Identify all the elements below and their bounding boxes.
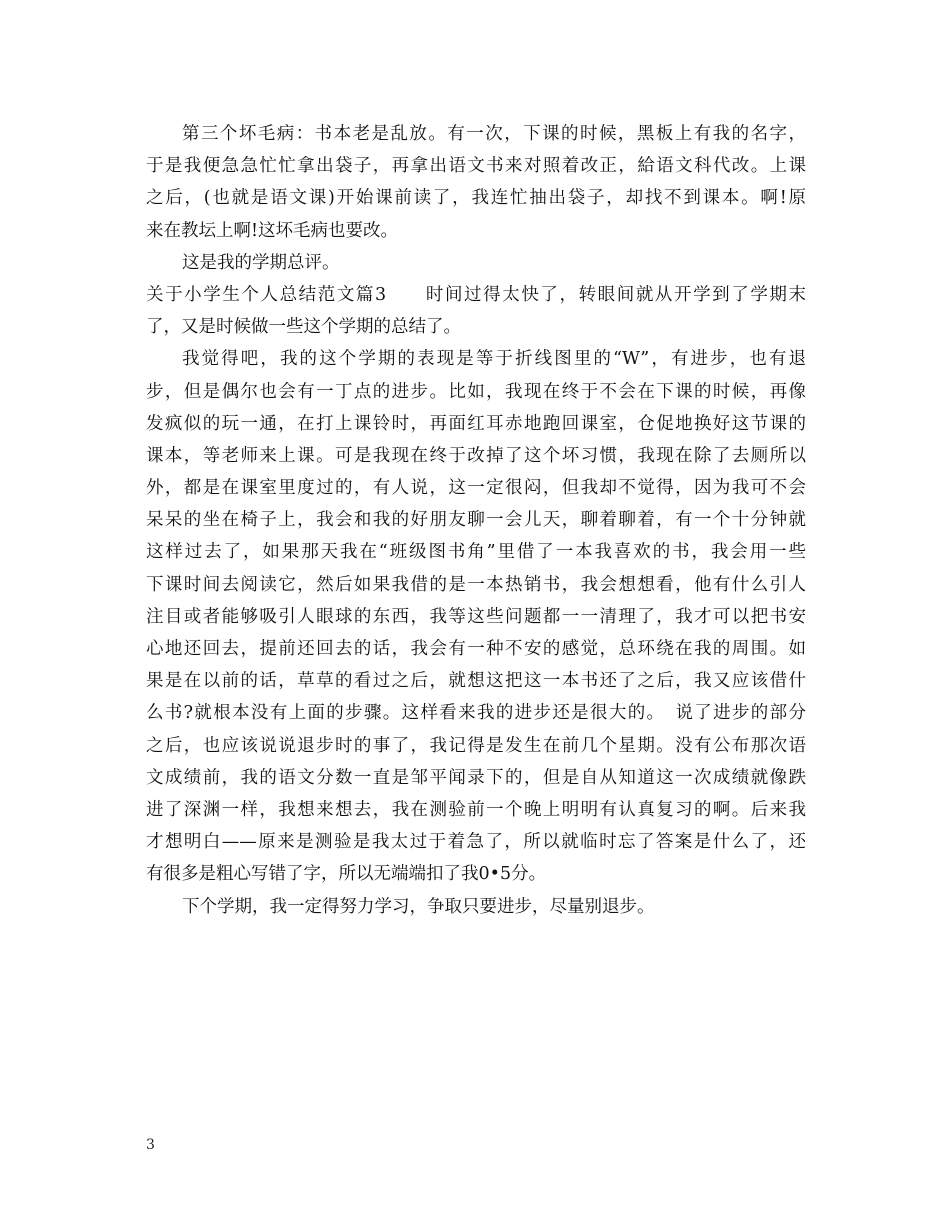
paragraph-line: 我觉得吧，我的这个学期的表现是等于折线图里的“W”，有进步，也有退	[182, 349, 806, 370]
paragraph-line: 下个学期，我一定得努力学习，争取只要进步，尽量别退步。	[182, 896, 655, 917]
paragraph-line: 第三个坏毛病：书本老是乱放。有一次，下课的时候，黑板上有我的名字，	[182, 124, 806, 144]
paragraph-line: 有很多是粗心写错了字，所以无端端扣了我0•5分。	[146, 864, 547, 885]
paragraph-line: 之后，(也就是语文课)开始课前读了，我连忙抽出袋子，却找不到课本。啊!原	[146, 188, 806, 209]
paragraph-line: 进了深渊一样，我想来想去，我在测验前一个晚上明明有认真复习的啊。后来我	[146, 799, 806, 820]
paragraph-line: 之后，也应该说说退步时的事了，我记得是发生在前几个星期。没有公布那次语	[146, 735, 806, 756]
paragraph-line: 文成绩前，我的语文分数一直是邹平闻录下的，但是自从知道这一次成绩就像跌	[146, 767, 806, 788]
paragraph-line: 呆呆的坐在椅子上，我会和我的好朋友聊一会儿天，聊着聊着，有一个十分钟就	[146, 510, 806, 531]
body-text	[146, 118, 806, 923]
paragraph-line: 这样过去了，如果那天我在“班级图书角”里借了一本我喜欢的书，我会用一些	[146, 542, 806, 563]
paragraph-line: 来在教坛上啊!这坏毛病也要改。	[146, 220, 399, 241]
paragraph-line: 注目或者能够吸引人眼球的东西，我等这些问题都一一清理了，我才可以把书安	[146, 606, 806, 627]
paragraph-line: 心地还回去，提前还回去的话，我会有一种不安的感觉，总环绕在我的周围。如	[146, 639, 806, 659]
paragraph-line: 了，又是时候做一些这个学期的总结了。	[146, 317, 461, 338]
paragraph-line: 课本，等老师来上课。可是我现在终于改掉了这个坏习惯，我现在除了去厕所以	[146, 445, 806, 466]
section-heading-line: 关于小学生个人总结范文篇3 时间过得太快了，转眼间就从开学到了学期末	[146, 284, 806, 305]
page-number: 3	[146, 1137, 155, 1153]
paragraph-line: 于是我便急急忙忙拿出袋子，再拿出语文书来对照着改正，給语文科代改。上课	[146, 156, 806, 177]
paragraph-line: 这是我的学期总评。	[182, 252, 340, 273]
paragraph-line: 步，但是偶尔也会有一丁点的进步。比如，我现在终于不会在下课的时候，再像	[146, 381, 806, 402]
paragraph-line: 下课时间去阅读它，然后如果我借的是一本热销书，我会想想看，他有什么引人	[146, 574, 806, 595]
paragraph-line: 外，都是在课室里度过的，有人说，这一定很闷，但我却不觉得，因为我可不会	[146, 478, 806, 499]
paragraph-line: 果是在以前的话，草草的看过之后，就想这把这一本书还了之后，我又应该借什	[146, 671, 806, 692]
paragraph-line: 发疯似的玩一通，在打上课铃时，再面红耳赤地跑回课室，仓促地换好这节课的	[146, 413, 806, 434]
paragraph-line: 才想明白——原来是测验是我太过于着急了，所以就临时忘了答案是什么了，还	[146, 832, 806, 853]
paragraph-line: 么书?就根本没有上面的步骤。这样看来我的进步还是很大的。 说了进步的部分	[146, 703, 806, 724]
